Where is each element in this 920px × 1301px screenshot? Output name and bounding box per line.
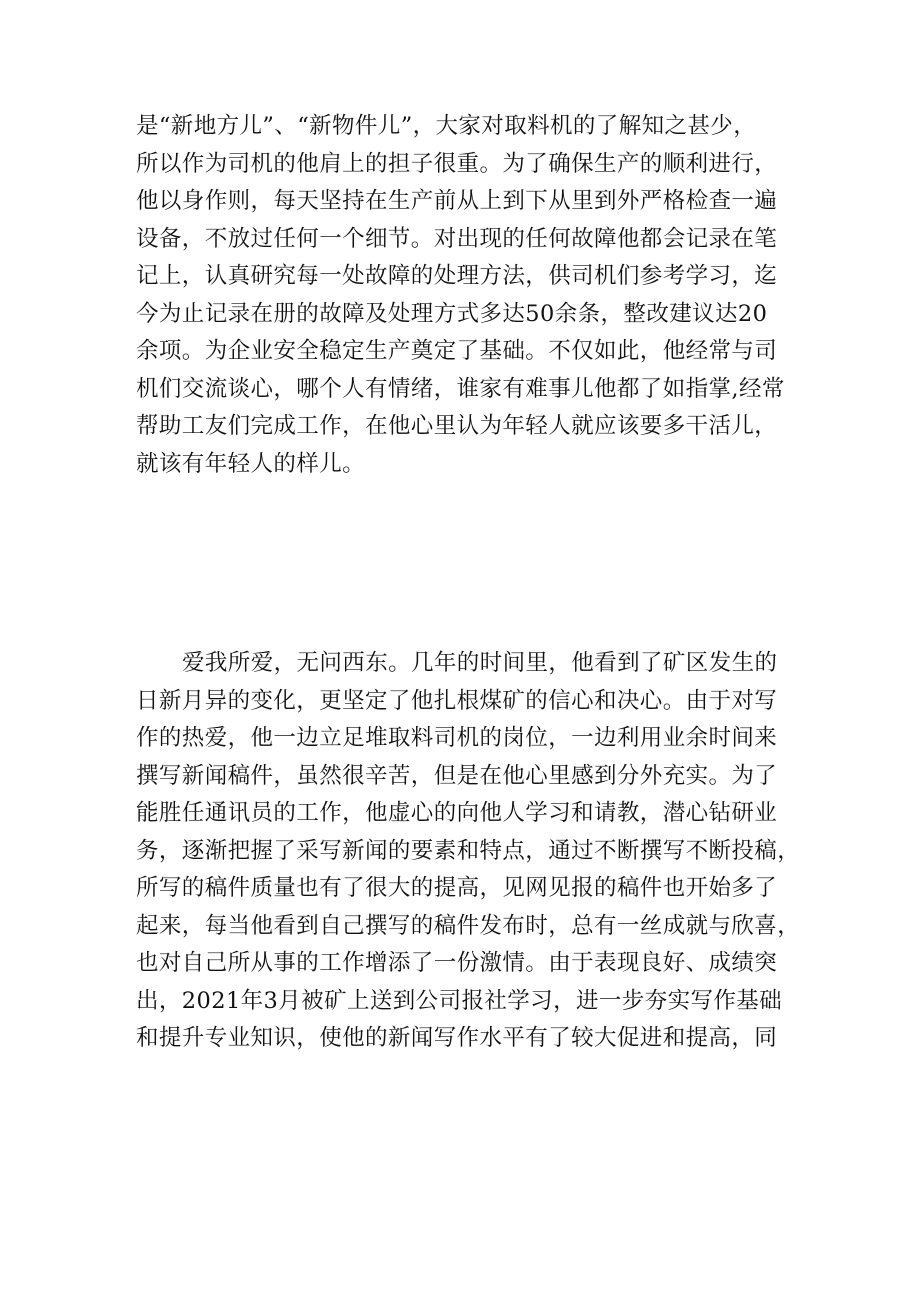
text-line: 帮助工友们完成工作，在他心里认为年轻人就应该要多干活儿， [136, 413, 778, 439]
text-line: 所以作为司机的他肩上的担子很重。为了确保生产的顺利进行， [136, 150, 778, 177]
text-line: 作的热爱，他一边立足堆取料司机的岗位，一边利用业余时间来 [136, 725, 778, 751]
text-line: 爱我所爱，无问西东。几年的时间里，他看到了矿区发生的 [182, 650, 778, 676]
text-line: 余项。为企业安全稳定生产奠定了基础。不仅如此，他经常与司 [136, 338, 778, 364]
text-line: 今为止记录在册的故障及处理方式多达50余条，整改建议达20 [136, 300, 768, 327]
text-line: 记上，认真研究每一处故障的处理方法，供司机们参考学习，迄 [136, 263, 778, 289]
text-line: 机们交流谈心，哪个人有情绪，谁家有难事儿他都了如指掌,经常 [136, 375, 785, 402]
text-line: 撰写新闻稿件，虽然很辛苦，但是在他心里感到分外充实。为了 [136, 762, 778, 789]
text-line: 出，2021年3月被矿上送到公司报社学习，进一步夯实写作基础 [136, 987, 783, 1014]
paragraph-1 [136, 108, 796, 483]
text-line: 起来，每当他看到自己撰写的稿件发布时，总有一丝成就与欣喜， [136, 912, 801, 939]
text-line: 日新月异的变化，更坚定了他扎根煤矿的信心和决心。由于对写 [136, 687, 778, 714]
text-line: 能胜任通讯员的工作，他虚心的向他人学习和请教，潜心钻研业 [136, 800, 778, 826]
text-line: 是“新地方儿”、“新物件儿”，大家对取料机的了解知之甚少， [136, 113, 757, 139]
text-line: 就该有年轻人的样儿。 [136, 450, 366, 477]
text-line: 所写的稿件质量也有了很大的提高，见网见报的稿件也开始多了 [136, 875, 778, 901]
paragraph-2 [136, 645, 801, 1058]
text-line: 他以身作则，每天坚持在生产前从上到下从里到外严格检查一遍 [136, 188, 778, 214]
text-line: 务，逐渐把握了采写新闻的要素和特点，通过不断撰写不断投稿， [136, 837, 801, 864]
text-line: 设备，不放过任何一个细节。对出现的任何故障他都会记录在笔 [136, 225, 778, 252]
text-line: 也对自己所从事的工作增添了一份激情。由于表现良好、成绩突 [136, 950, 778, 976]
text-line: 和提升专业知识，使他的新闻写作水平有了较大促进和提高，同 [136, 1025, 778, 1051]
